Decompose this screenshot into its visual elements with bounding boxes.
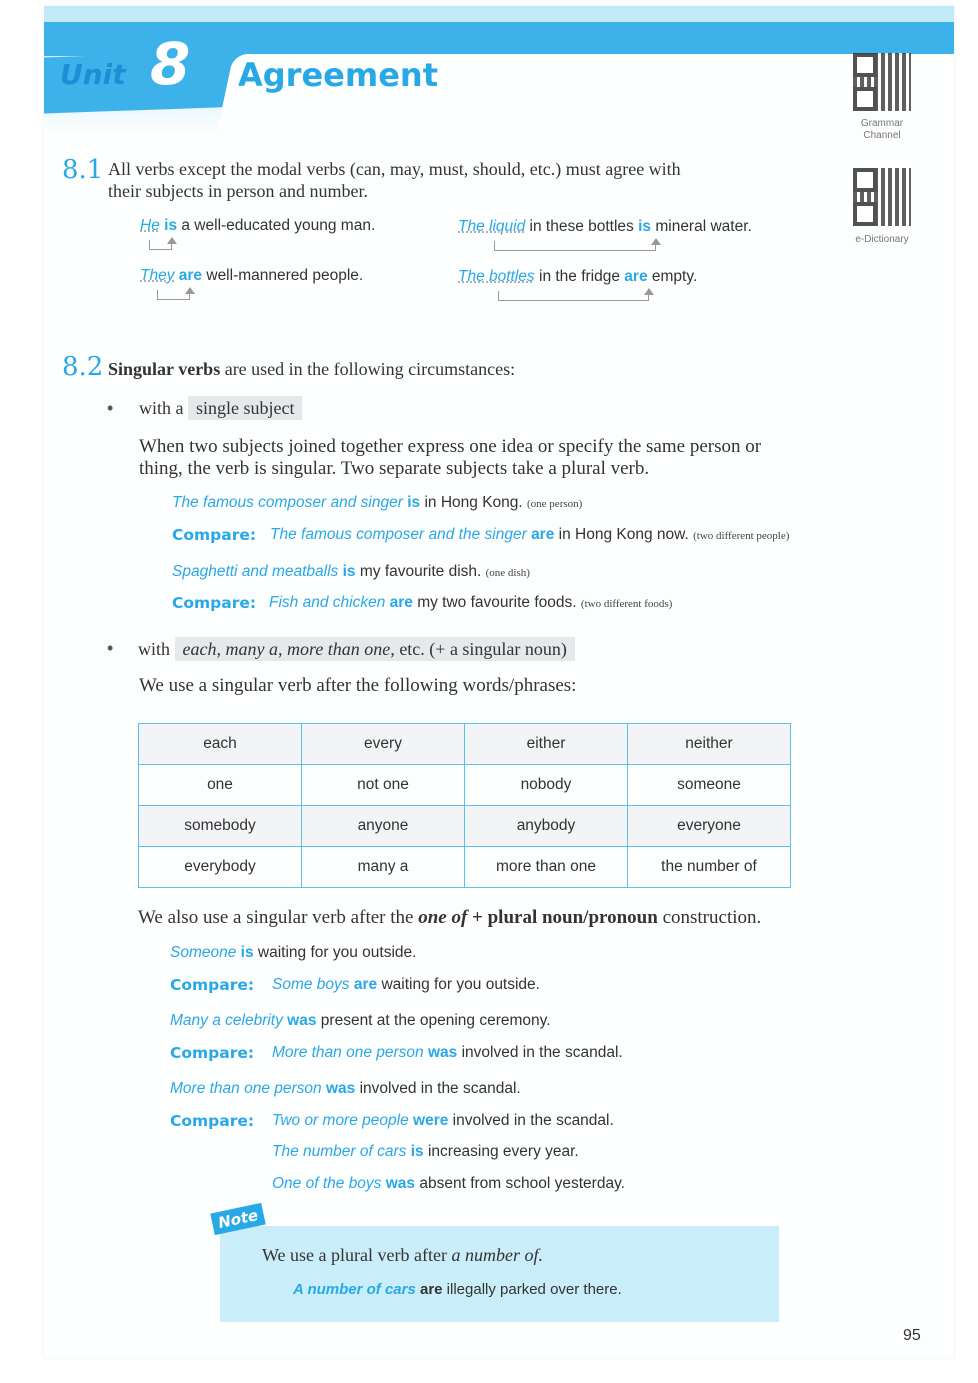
unit-number: 8 bbox=[150, 30, 191, 98]
text: involved in the scandal. bbox=[448, 1112, 614, 1129]
example-sentence bbox=[458, 218, 752, 236]
qr-label: Grammar Channel bbox=[860, 118, 904, 141]
text: well-mannered people. bbox=[202, 267, 364, 284]
section-text: their subjects in person and number. bbox=[108, 181, 368, 201]
verb: are bbox=[178, 267, 203, 284]
table-cell: many a bbox=[302, 847, 465, 888]
example-sentence bbox=[272, 1175, 625, 1193]
bullet-prefix: with a bbox=[139, 398, 184, 418]
table-row bbox=[139, 765, 791, 806]
text: illegally parked over there. bbox=[442, 1281, 622, 1298]
verb: are bbox=[531, 526, 555, 543]
table-cell: one bbox=[139, 765, 302, 806]
text: We use a plural verb after bbox=[262, 1245, 452, 1265]
text: We also use a singular verb after the bbox=[138, 907, 419, 928]
text-bold: + plural noun/pronoun bbox=[467, 907, 658, 928]
text: waiting for you outside. bbox=[253, 944, 417, 961]
intro-rest: are used in the following circumstances: bbox=[220, 359, 516, 379]
subject: Two or more people bbox=[272, 1112, 409, 1129]
verb: are bbox=[389, 594, 413, 611]
compare-label: Compare: bbox=[170, 1112, 255, 1130]
subject: He bbox=[140, 217, 160, 234]
verb: are bbox=[624, 268, 648, 285]
example-sentence bbox=[272, 1143, 579, 1161]
subject: Fish and chicken bbox=[269, 594, 386, 611]
bullet-heading bbox=[139, 397, 302, 419]
table-row bbox=[139, 806, 791, 847]
subject: The bottles bbox=[458, 268, 535, 285]
text-italic: one of bbox=[418, 907, 468, 928]
bullet-highlight: single subject bbox=[188, 396, 302, 420]
text: construction. bbox=[657, 907, 762, 928]
table-cell: someone bbox=[628, 765, 791, 806]
table-cell: everyone bbox=[628, 806, 791, 847]
agreement-arrow-icon bbox=[498, 291, 649, 301]
text: involved in the scandal. bbox=[457, 1044, 623, 1061]
example-sentence bbox=[270, 526, 789, 544]
text: mineral water. bbox=[651, 218, 752, 235]
example-sentence bbox=[272, 976, 540, 994]
text: in Hong Kong. bbox=[420, 494, 528, 511]
compare-label: Compare: bbox=[170, 1044, 255, 1062]
agreement-arrow-icon bbox=[157, 290, 190, 300]
page-number: 95 bbox=[903, 1327, 921, 1344]
note: (one dish) bbox=[485, 567, 530, 579]
example-sentence bbox=[140, 267, 363, 285]
text: my two favourite foods. bbox=[412, 594, 581, 611]
words-table bbox=[138, 723, 791, 888]
compare-label: Compare: bbox=[172, 526, 257, 544]
table-cell: more than one bbox=[465, 847, 628, 888]
verb: is bbox=[410, 1143, 424, 1160]
verb: is bbox=[342, 563, 356, 580]
note: (two different people) bbox=[693, 530, 790, 542]
intro-bold: Singular verbs bbox=[108, 359, 221, 379]
table-cell: the number of bbox=[628, 847, 791, 888]
subject: Spaghetti and meatballs bbox=[172, 563, 339, 580]
subject: The famous composer and singer bbox=[172, 494, 403, 511]
example-sentence bbox=[140, 217, 375, 235]
subject: One of the boys bbox=[272, 1175, 382, 1192]
example-sentence bbox=[272, 1112, 614, 1130]
verb: were bbox=[413, 1112, 449, 1129]
table-cell: each bbox=[139, 724, 302, 765]
bullet-heading bbox=[138, 638, 575, 660]
note: (one person) bbox=[527, 498, 583, 510]
example-sentence bbox=[170, 1080, 521, 1098]
example-sentence bbox=[269, 594, 672, 612]
paragraph: thing, the verb is singular. Two separate subjects take a plural verb. bbox=[139, 458, 650, 479]
text: absent from school yesterday. bbox=[415, 1175, 625, 1192]
example-sentence bbox=[172, 494, 582, 512]
text: in the fridge bbox=[534, 268, 625, 285]
subject: They bbox=[140, 267, 175, 284]
verb: is bbox=[407, 494, 421, 511]
section-text: All verbs except the modal verbs (can, may, must, should, etc.) must agree with bbox=[108, 159, 681, 179]
verb: are bbox=[419, 1281, 443, 1298]
table-cell: everybody bbox=[139, 847, 302, 888]
subject: The liquid bbox=[458, 218, 526, 235]
example-sentence bbox=[170, 1012, 551, 1030]
paragraph: We use a singular verb after the following words/phrases: bbox=[139, 675, 577, 696]
text: in these bottles bbox=[525, 218, 639, 235]
example-sentence bbox=[172, 563, 530, 581]
table-cell: somebody bbox=[139, 806, 302, 847]
bullet-highlight-italic: each, many a, more than one, bbox=[182, 639, 395, 659]
subject: The famous composer and the singer bbox=[270, 526, 527, 543]
example-sentence bbox=[458, 268, 697, 286]
paragraph bbox=[138, 907, 761, 929]
text: in Hong Kong now. bbox=[554, 526, 694, 543]
table-cell: not one bbox=[302, 765, 465, 806]
page-title: Agreement bbox=[238, 56, 438, 94]
table-cell: anyone bbox=[302, 806, 465, 847]
table-cell: either bbox=[465, 724, 628, 765]
example-sentence bbox=[272, 1044, 623, 1062]
section-number: 8.1 bbox=[62, 155, 104, 185]
example-sentence bbox=[170, 944, 416, 962]
section-number: 8.2 bbox=[62, 352, 104, 382]
subject: More than one person bbox=[272, 1044, 424, 1061]
bullet-highlight-rest: etc. (+ a singular noun) bbox=[394, 639, 567, 659]
qr-label: e-Dictionary bbox=[855, 234, 909, 245]
e-dictionary-qr-code[interactable] bbox=[853, 168, 911, 226]
verb: was bbox=[385, 1175, 416, 1192]
verb: are bbox=[353, 976, 378, 993]
subject: Many a celebrity bbox=[170, 1012, 283, 1029]
text: increasing every year. bbox=[423, 1143, 579, 1160]
note-box bbox=[220, 1226, 779, 1322]
table-cell: anybody bbox=[465, 806, 628, 847]
table-cell: neither bbox=[628, 724, 791, 765]
agreement-arrow-icon bbox=[149, 240, 172, 250]
subject: Someone bbox=[170, 944, 237, 961]
unit-label: Unit bbox=[60, 58, 126, 91]
bullet-icon: • bbox=[107, 638, 114, 658]
section-text bbox=[108, 358, 515, 380]
table-cell: every bbox=[302, 724, 465, 765]
table-row bbox=[139, 724, 791, 765]
verb: was bbox=[287, 1012, 317, 1029]
text: empty. bbox=[647, 268, 698, 285]
subject: More than one person bbox=[170, 1080, 322, 1097]
verb: is bbox=[164, 217, 178, 234]
verb: was bbox=[427, 1044, 458, 1061]
verb: is bbox=[638, 218, 652, 235]
verb: is bbox=[240, 944, 254, 961]
note-example bbox=[293, 1281, 622, 1298]
verb: was bbox=[325, 1080, 356, 1097]
subject: Some boys bbox=[272, 976, 350, 993]
note-text bbox=[262, 1244, 543, 1266]
compare-label: Compare: bbox=[172, 594, 257, 612]
note-pencil-icon: Note bbox=[210, 1203, 266, 1235]
text-italic: a number of. bbox=[451, 1245, 543, 1265]
subject: The number of cars bbox=[272, 1143, 407, 1160]
compare-label: Compare: bbox=[170, 976, 255, 994]
table-cell: nobody bbox=[465, 765, 628, 806]
agreement-arrow-icon bbox=[494, 241, 656, 251]
text: waiting for you outside. bbox=[377, 976, 540, 993]
paragraph: When two subjects joined together express one idea or specify the same person or bbox=[139, 436, 762, 457]
text: my favourite dish. bbox=[355, 563, 486, 580]
subject: A number of cars bbox=[293, 1281, 416, 1298]
table-row bbox=[139, 847, 791, 888]
grammar-channel-qr-code[interactable] bbox=[853, 53, 911, 111]
text: a well-educated young man. bbox=[177, 217, 376, 234]
text: present at the opening ceremony. bbox=[316, 1012, 551, 1029]
bullet-icon: • bbox=[107, 398, 114, 418]
note: (two different foods) bbox=[580, 598, 673, 610]
bullet-prefix: with bbox=[138, 639, 171, 659]
text: involved in the scandal. bbox=[355, 1080, 521, 1097]
